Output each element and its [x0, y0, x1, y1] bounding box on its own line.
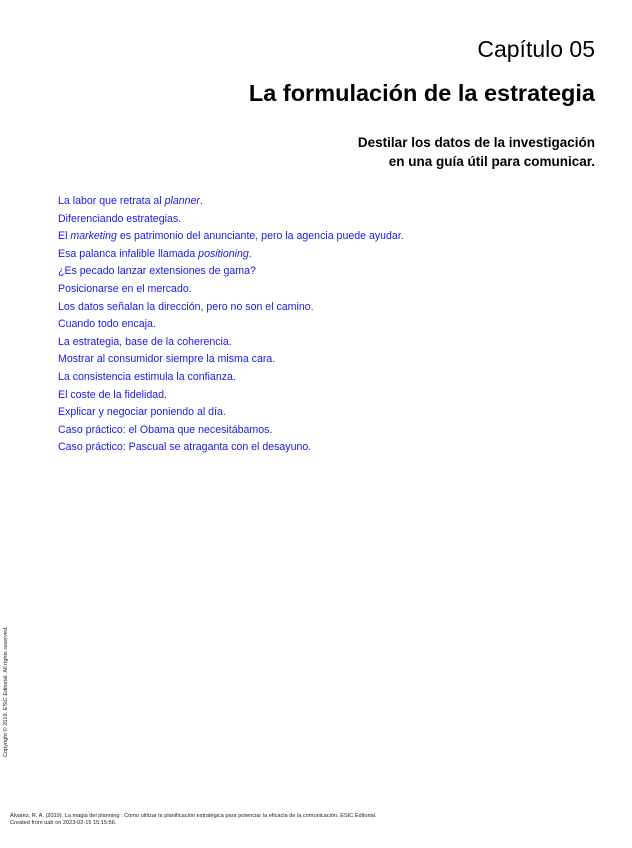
chapter-subtitle [358, 133, 595, 171]
toc-item-before: La estrategia, base de la coherencia. [58, 335, 232, 348]
toc-item[interactable] [58, 422, 404, 440]
toc-item-before: Mostrar al consumidor siempre la misma cara. [58, 353, 276, 366]
footer-created: Created from uab on 2023-02-15 15:15:56. [10, 820, 117, 826]
toc-item-before: Caso práctico: el Obama que necesitábamos. [58, 423, 273, 436]
toc-item[interactable] [58, 228, 404, 246]
toc-item-emphasis: marketing [70, 230, 117, 243]
toc-item[interactable] [58, 316, 404, 334]
toc-item-before: Caso práctico: Pascual se atraganta con el desayuno. [58, 441, 312, 454]
footer-citation: Álvarez, R. A. (2019). La magia del planning : Cómo utilizar la planificación estratégica para potenciar la eficacia de la comunicación. ESIC Editorial. [10, 813, 377, 819]
toc-item[interactable] [58, 263, 404, 281]
toc-item-before: Los datos señalan la dirección, pero no son el camino. [58, 300, 314, 313]
subtitle-line-2: en una guía útil para comunicar. [388, 154, 595, 169]
toc-item[interactable] [58, 193, 404, 211]
toc-item-before: El coste de la fidelidad. [58, 388, 167, 401]
side-copyright: Copyright © 2019. ESIC Editorial. All rights reserved. [3, 626, 9, 757]
chapter-title: La formulación de la estrategia [248, 80, 595, 106]
toc-item[interactable] [58, 351, 404, 369]
toc-item-before: La labor que retrata al [58, 195, 165, 207]
toc-item-after: . [199, 195, 203, 207]
toc-item-before: ¿Es pecado lanzar extensiones de gama? [58, 265, 256, 278]
table-of-contents [58, 193, 404, 457]
toc-item-after: . [248, 247, 252, 260]
toc-item[interactable] [58, 404, 404, 422]
toc-item-before: Cuando todo encaja. [58, 318, 156, 331]
toc-item-before: Explicar y negociar poniendo al día. [58, 406, 226, 419]
chapter-number: Capítulo 05 [477, 36, 595, 62]
toc-item-before: La consistencia estimula la confianza. [58, 370, 236, 383]
subtitle-line-1: Destilar los datos de la investigación [357, 135, 595, 150]
toc-item[interactable] [58, 211, 404, 229]
toc-item-emphasis: planner [164, 195, 200, 207]
toc-item-emphasis: positioning [198, 247, 249, 260]
toc-item-before: Posicionarse en el mercado. [58, 282, 192, 295]
toc-item[interactable] [58, 281, 404, 299]
toc-item[interactable] [58, 299, 404, 317]
footer [10, 813, 377, 827]
toc-item[interactable] [58, 439, 404, 457]
toc-item[interactable] [58, 334, 404, 352]
toc-item[interactable] [58, 369, 404, 387]
toc-item[interactable] [58, 246, 404, 264]
toc-item-after: es patrimonio del anunciante, pero la agencia puede ayudar. [116, 230, 404, 243]
toc-item-before: El [58, 230, 71, 243]
toc-item[interactable] [58, 387, 404, 405]
toc-item-before: Esa palanca infalible llamada [58, 247, 199, 260]
toc-item-before: Diferenciando estrategias. [58, 212, 182, 225]
